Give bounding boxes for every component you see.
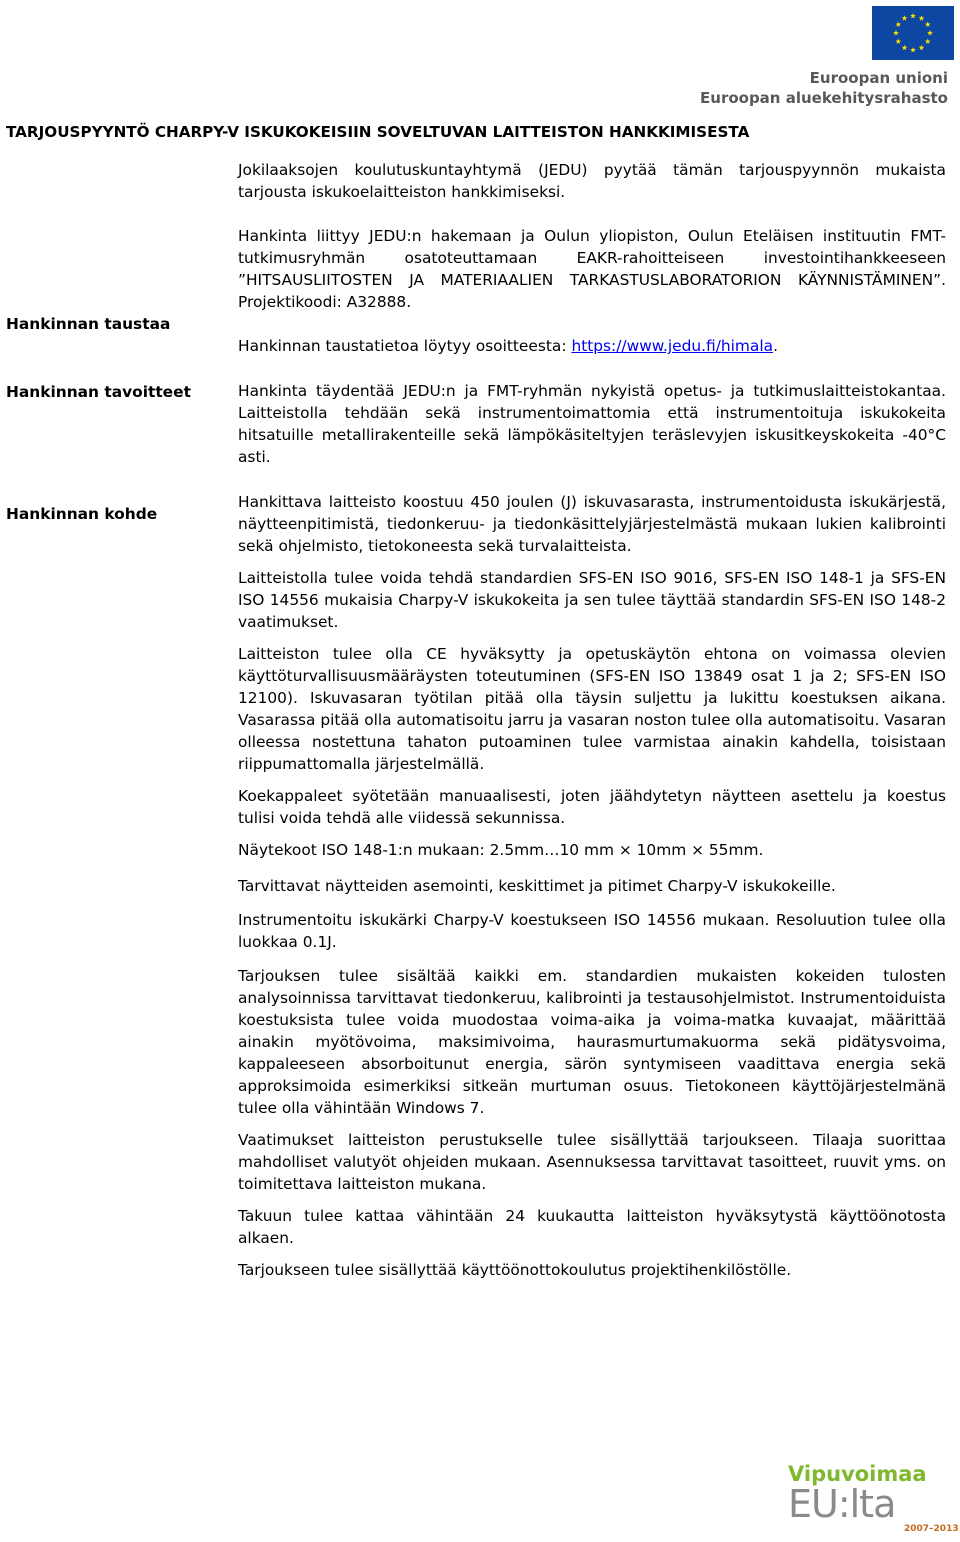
document-body [238,159,946,1281]
paragraph-training: Tarjoukseen tulee sisällyttää käyttöönottokoulutus projektihenkilöstölle. [238,1261,792,1279]
paragraph-scope: Hankittava laitteisto koostuu 450 joulen (J) iskuvasarasta, instrumentoidusta iskukärjestä, näytteenpitimistä, tiedonkeruu- ja tiedonkäsittelyjärjestelmästä mukaan lukien kalibrointi sekä ohjelmisto, tietokoneesta sekä turvalaitteista. [238,493,946,555]
heading-taustaa: Hankinnan taustaa [6,315,171,333]
paragraph-software: Tarjouksen tulee sisältää kaikki em. standardien mukaisten kokeiden tulosten analysoinnissa tarvittavat tiedonkeruu, kalibrointi ja testausohjelmistot. Instrumentoiduista koestuksista tulee voida muodostaa voima-aika ja voima-matka kuvaajat, määrittää ainakin myötövoima, maksimivoima, haurasmurtumakuorma sekä pidätysvoima, kappaleeseen absorboitunut energia, särön syntymiseen vaadittava energia sekä approksimoida esimerkiksi sitkeän murtuman osuus. Tietokoneen käyttöjärjestelmänä tulee olla vähintään Windows 7. [238,967,946,1117]
paragraph-safety: Laitteiston tulee olla CE hyväksytty ja opetuskäytön ehtona on voimassa olevien käyttöturvallisuusmääräysten toteutuminen (SFS-EN ISO 13849 osat 1 ja 2; SFS-EN ISO 12100). Iskuvasaran työtilan pitää olla täysin suljettu ja lukittu koestuksen aikana. Vasarassa pitää olla automatisoitu jarru ja vasaran noston tulee olla automatisoitu. Vasaran olleessa nostettuna tahaton putoaminen tulee varmistaa ainakin kahdella, toisistaan riippumattomalla järjestelmällä. [238,645,946,773]
paragraph-sample-sizes: Näytekoot ISO 148-1:n mukaan: 2.5mm…10 mm × 10mm × 55mm. [238,841,764,859]
link-intro-text: Hankinnan taustatietoa löytyy osoitteesta: [238,337,572,355]
document-title: TARJOUSPYYNTÖ CHARPY-V ISKUKOKEISIIN SOVELTUVAN LAITTEISTON HANKKIMISESTA [6,123,750,141]
paragraph-background-link [238,335,946,357]
heading-kohde: Hankinnan kohde [6,505,158,523]
eu-flag-icon [872,6,954,60]
vipuvoimaa-logo-years: 2007–2013 [904,1524,959,1534]
eu-logo [700,6,954,108]
vipuvoimaa-logo [786,1462,959,1538]
paragraph-foundation: Vaatimukset laitteiston perustukselle tulee sisällyttää tarjoukseen. Tilaaja suorittaa mahdolliset valutyöt ohjeiden mukaan. Asennuksessa tarvittavat tasoitteet, ruuvit yms. on toimitettava laitteiston mukana. [238,1131,946,1193]
himala-link[interactable]: https://www.jedu.fi/himala [571,337,774,355]
paragraph-fixtures: Tarvittavat näytteiden asemointi, keskittimet ja pitimet Charpy-V iskukokeille. [238,877,836,895]
paragraph-goals: Hankinta täydentää JEDU:n ja FMT-ryhmän nykyistä opetus- ja tutkimuslaitteistokantaa. Laitteistolla tehdään sekä instrumentoimattomia että instrumentoituja iskukokeita hitsatuille metallirakenteille sekä lämpökäsiteltyjen teräslevyjen iskusitkeyskokeita -40°C asti. [238,382,946,466]
paragraph-background: Hankinta liittyy JEDU:n hakemaan ja Oulun yliopiston, Oulun Eteläisen instituutin FMT-tutkimusryhmän osatoteuttamaan EAKR-rahoitteiseen investointihankkeeseen ”HITSAUSLIITOSTEN JA MATERIAALIEN TARKASTUSLABORATORION KÄYNNISTÄMINEN”. Projektikoodi: A32888. [238,227,946,311]
paragraph-specimen-feed: Koekappaleet syötetään manuaalisesti, joten jäähdytetyn näytteen asettelu ja koestus tulisi voida tehdä alle viidessä sekunnissa. [238,787,946,827]
eu-logo-line1: Euroopan unioni [809,69,948,87]
link-end-text: . [773,337,778,355]
vipuvoimaa-logo-line1: Vipuvoimaa [788,1462,927,1486]
eu-logo-line2: Euroopan aluekehitysrahasto [700,89,948,107]
paragraph-striker: Instrumentoitu iskukärki Charpy-V koestukseen ISO 14556 mukaan. Resoluution tulee olla luokkaa 0.1J. [238,911,946,951]
paragraph-intro: Jokilaaksojen koulutuskuntayhtymä (JEDU) pyytää tämän tarjouspyynnön mukaista tarjousta iskukoelaitteiston hankkimiseksi. [238,161,946,201]
heading-tavoitteet: Hankinnan tavoitteet [6,383,191,401]
paragraph-standards: Laitteistolla tulee voida tehdä standardien SFS-EN ISO 9016, SFS-EN ISO 148-1 ja SFS-EN ISO 14556 mukaisia Charpy-V iskukokeita ja sen tulee täyttää standardin SFS-EN ISO 148-2 vaatimukset. [238,569,946,631]
paragraph-warranty: Takuun tulee kattaa vähintään 24 kuukautta laitteiston hyväksytystä käyttöönotosta alkaen. [238,1207,946,1247]
vipuvoimaa-logo-line2: EU:lta [788,1482,896,1526]
